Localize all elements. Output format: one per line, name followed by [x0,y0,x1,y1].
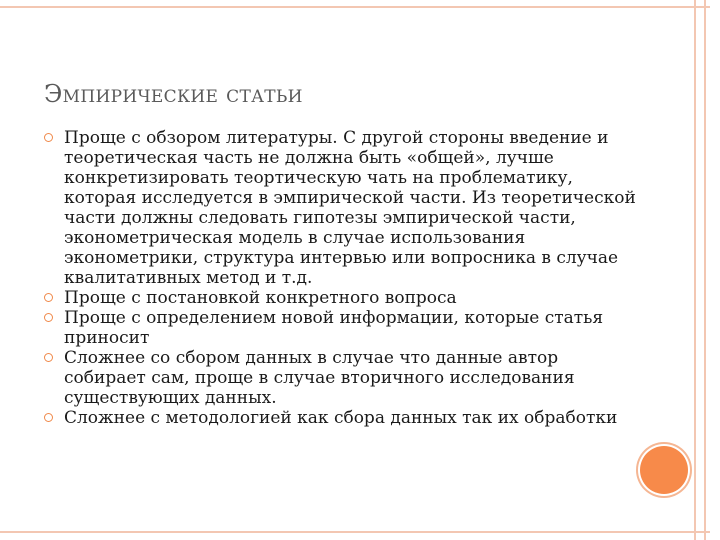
decorative-orange-circle-icon [640,446,688,494]
bullet-item [44,408,644,428]
circle-bullet-icon [44,413,53,422]
bullet-text: Проще с обзором литературы. С другой стороны введение и теоретическая часть не должна быть «общей», лучше конкретизировать теортическую чать на проблематику, которая исследуется в эмпирической части. Из теоретической части должны следовать гипотезы эмпирической части, эконометрическая модель в случае использования эконометрики, структура интервью или вопросника в случае квалитативных метод и т.д. [64,128,636,288]
bullet-text: Проще с постановкой конкретного вопроса [64,288,457,308]
frame-bottom-line [0,531,710,533]
circle-bullet-icon [44,353,53,362]
circle-bullet-icon [44,133,53,142]
bullet-item [44,308,644,348]
bullet-item [44,128,644,288]
circle-bullet-icon [44,313,53,322]
slide-title: Эмпирические статьи [44,80,303,108]
bullet-list [44,128,644,428]
bullet-text: Сложнее со сбором данных в случае что данные автор собирает сам, проще в случае вторичного исследования существующих данных. [64,348,575,408]
circle-bullet-icon [44,293,53,302]
bullet-item [44,288,644,308]
frame-right-line [694,0,696,540]
bullet-text: Проще с определением новой информации, которые статья приносит [64,308,604,348]
bullet-item [44,348,644,408]
frame-right-line-outer [704,0,706,540]
frame-top-line [0,6,710,8]
bullet-text: Сложнее с методологией как сбора данных так их обработки [64,408,618,428]
